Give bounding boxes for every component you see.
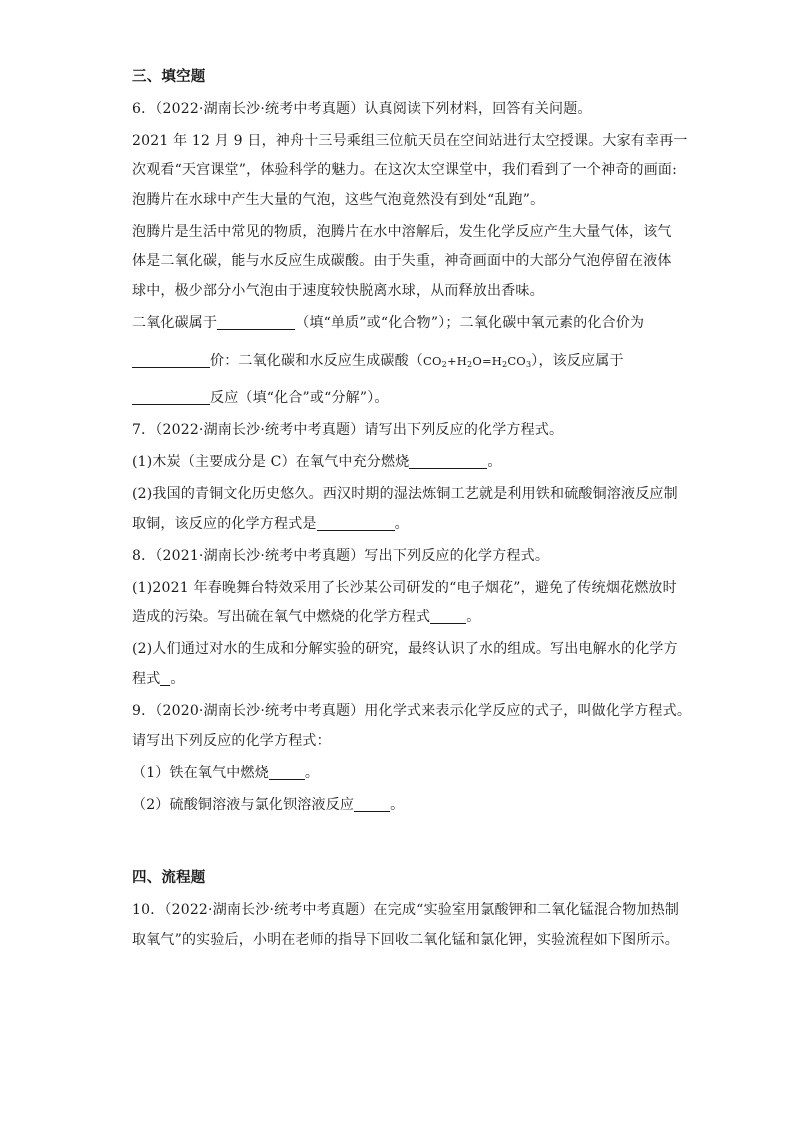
formula-part: O=H xyxy=(472,354,503,368)
formula-subscript: 2 xyxy=(467,360,473,369)
q6-fill-text: （填“单质”或“化合物”）；二氧化碳中氧元素的化合价为 xyxy=(295,315,645,331)
q9-item-text: （1）铁在氧气中燃烧 xyxy=(132,765,269,781)
q6-material-line: 体是二氧化碳，能与水反应生成碳酸。由于失重，神奇画面中的大部分气泡停留在液体 xyxy=(132,253,672,269)
q10-text: 10．（2022·湖南长沙·统考中考真题）在完成“实验室用氯酸钾和二氧化锰混合物加热制 xyxy=(132,902,680,918)
q8-item-1-cont xyxy=(132,607,480,627)
punctuation: 。 xyxy=(487,454,502,470)
q9-item-2 xyxy=(132,795,404,815)
q6-material-line: 泡腾片是生活中常见的物质，泡腾片在水中溶解后，发生化学反应产生大量气体，该气 xyxy=(132,224,672,240)
q6-material-line: 泡腾片在水球中产生大量的气泡，这些气泡竟然没有到处“乱跑”。 xyxy=(132,192,545,208)
answer-blank[interactable] xyxy=(269,764,305,780)
carbonic-acid-equation xyxy=(423,354,531,368)
q7-item-1 xyxy=(132,452,502,472)
q6-source: 6．（2022·湖南长沙·统考中考真题）认真阅读下列材料，回答有关问题。 xyxy=(132,101,592,117)
answer-blank[interactable] xyxy=(354,796,390,812)
formula-subscript: 2 xyxy=(502,360,508,369)
q6-fill-text: 价：二氧化碳和水反应生成碳酸（ xyxy=(210,353,423,369)
q8-item-2: (2)人们通过对水的生成和分解实验的研究，最终认识了水的组成。写出电解水的化学方 xyxy=(132,641,678,657)
q9-item-text: （2）硫酸铜溶液与氯化钡溶液反应 xyxy=(132,797,355,813)
q6-fill-text: 反应（填“化合”或“分解”）。 xyxy=(210,390,389,406)
q7-item-2: (2)我国的青铜文化历史悠久。西汉时期的湿法炼铜工艺就是利用铁和硫酸铜溶液反应制 xyxy=(132,486,678,502)
punctuation: 。 xyxy=(304,765,320,781)
formula-part: +H xyxy=(446,354,468,368)
punctuation: 。 xyxy=(394,516,409,532)
q7-item-text: 取铜，该反应的化学方程式是 xyxy=(132,516,317,532)
answer-blank[interactable] xyxy=(132,389,210,405)
q9-item-1 xyxy=(132,763,319,783)
q9-intro: 请写出下列反应的化学方程式： xyxy=(132,733,331,749)
q9-source: 9．（2020·湖南长沙·统考中考真题）用化学式来表示化学反应的式子，叫做化学方程式。 xyxy=(132,703,692,719)
q8-item-1: (1)2021 年春晚舞台特效采用了长沙某公司研发的“电子烟花”，避免了传统烟花燃放时 xyxy=(132,580,677,596)
formula-subscript: 2 xyxy=(441,360,447,369)
punctuation: 。 xyxy=(390,797,405,813)
q6-material-line: 球中，极少部分小气泡由于速度较快脱离水球，从而释放出香味。 xyxy=(132,283,544,299)
formula-subscript: 3 xyxy=(525,360,532,369)
answer-blank[interactable] xyxy=(317,515,395,531)
q6-fill-line-3 xyxy=(132,388,389,408)
q6-material-line: 次观看“天宫课堂”，体验科学的魅力。在这次太空课堂中，我们看到了一个神奇的画面: xyxy=(132,162,678,178)
answer-blank[interactable] xyxy=(132,352,210,368)
section-title-flow: 四、流程题 xyxy=(132,869,206,886)
section-title-fill-in: 三、填空题 xyxy=(132,68,206,85)
q10-text: 取氧气”的实验后，小明在老师的指导下回收二氧化锰和氯化钾，实验流程如下图所示。 xyxy=(132,932,679,948)
answer-blank[interactable] xyxy=(430,608,466,624)
answer-blank[interactable] xyxy=(409,453,487,469)
q8-item-text: 造成的污染。写出硫在氧气中燃烧的化学方程式 xyxy=(132,609,431,625)
q6-fill-text: ），该反应属于 xyxy=(531,353,624,369)
answer-blank[interactable] xyxy=(160,670,170,686)
q7-item-2-cont xyxy=(132,514,409,534)
punctuation: 。 xyxy=(466,609,481,625)
formula-part: CO xyxy=(507,354,526,368)
q6-material-line: 2021 年 12 月 9 日，神舟十三号乘组三位航天员在空间站进行太空授课。大家有幸再一 xyxy=(132,133,688,149)
q6-fill-text: 二氧化碳属于 xyxy=(132,315,218,331)
q6-fill-line-1 xyxy=(132,313,644,333)
punctuation: 。 xyxy=(170,671,185,687)
q7-item-text: (1)木炭（主要成分是 C）在氧气中充分燃烧 xyxy=(132,454,410,470)
q6-fill-line-2 xyxy=(132,351,624,375)
q8-item-text: 程式 xyxy=(132,671,161,687)
q7-source: 7．（2022·湖南长沙·统考中考真题）请写出下列反应的化学方程式。 xyxy=(132,422,564,438)
q8-source: 8．（2021·湖南长沙·统考中考真题）写出下列反应的化学方程式。 xyxy=(132,548,550,564)
answer-blank[interactable] xyxy=(217,314,295,330)
q8-item-2-cont xyxy=(132,669,185,689)
formula-part: CO xyxy=(423,354,442,368)
